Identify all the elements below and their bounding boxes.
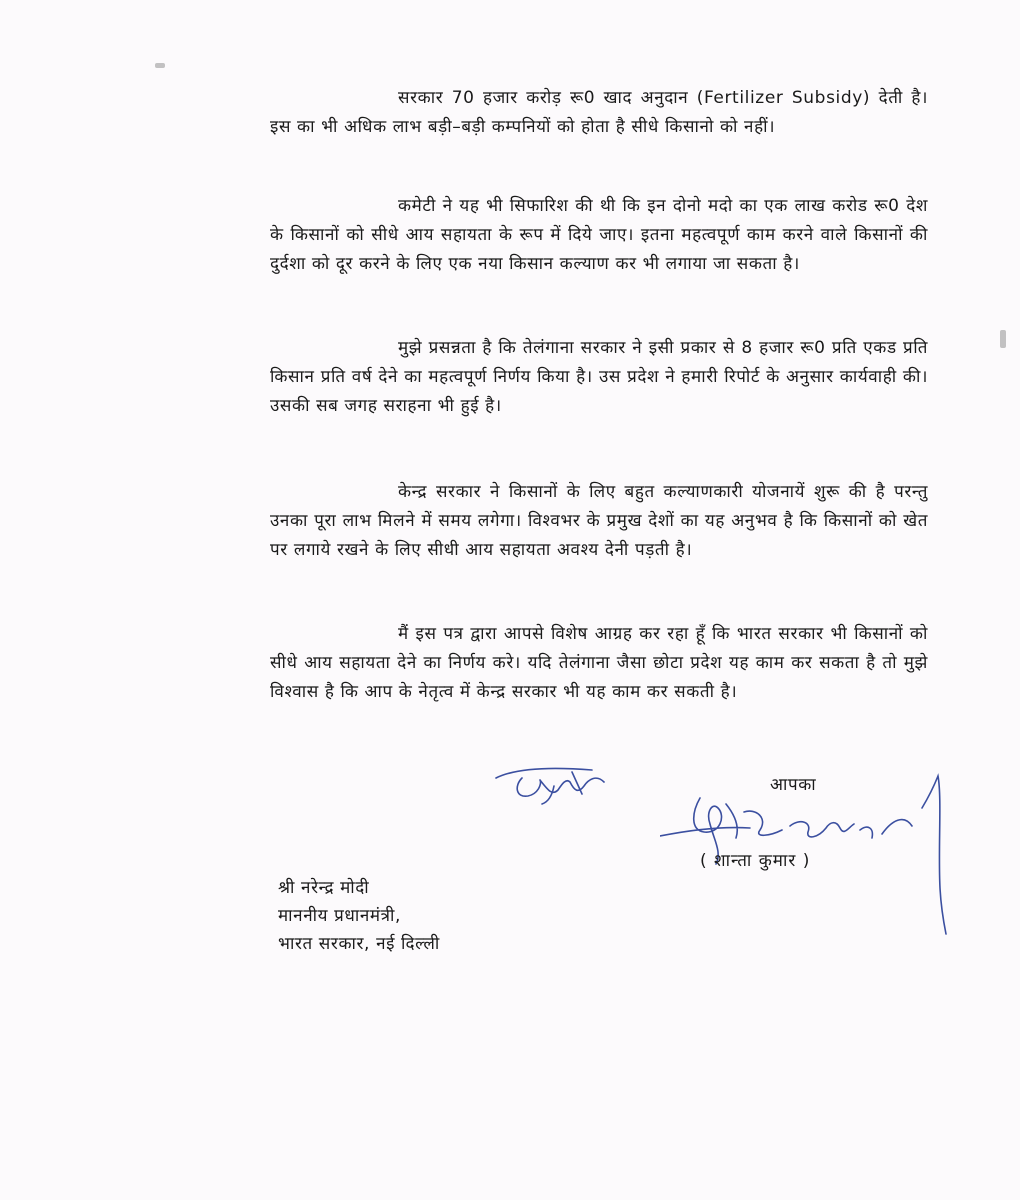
letter-paragraph-5: मैं इस पत्र द्वारा आपसे विशेष आग्रह कर रहा हूँ कि भारत सरकार भी किसानों को सीधे आय सहायता देने का निर्णय करे। यदि तेलंगाना जैसा छोटा प्रदेश यह काम कर सकता है तो मुझे विश्वास है कि आप के नेतृत्व में केन्द्र सरकार भी यह काम कर सकती है। [270,624,928,702]
letter-paragraph-2: कमेटी ने यह भी सिफारिश की थी कि इन दोनो मदो का एक लाख करोड रू0 देश के किसानों को सीधे आय सहायता के रूप में दिये जाए। इतना महत्वपूर्ण काम करने वाले किसानों की दुर्दशा को दूर करने के लिए एक नया किसान कल्याण कर भी लगाया जा सकता है। [270,196,928,274]
signer-name: ( शान्ता कुमार ) [700,851,811,871]
scan-speck [155,63,165,68]
letter-paragraph-1: सरकार 70 हजार करोड़ रू0 खाद अनुदान (Fertilizer Subsidy) देती है। इस का भी अधिक लाभ बड़ी–बड़ी कम्पनियों को होता है सीधे किसानो को नहीं। [270,88,928,137]
handwritten-initials [492,760,622,810]
letter-paragraph-3: मुझे प्रसन्नता है कि तेलंगाना सरकार ने इसी प्रकार से 8 हजार रू0 प्रति एकड प्रति किसान प्रति वर्ष देने का महत्वपूर्ण निर्णय किया है। उस प्रदेश ने हमारी रिपोर्ट के अनुसार कार्यवाही की। उसकी सब जगह सराहना भी हुई है। [270,338,928,416]
scan-speck [1000,330,1006,348]
addressee-block [278,874,440,958]
letter-paragraph-4: केन्द्र सरकार ने किसानों के लिए बहुत कल्याणकारी योजनायें शुरू की है परन्तु उनका पूरा लाभ मिलने में समय लगेगा। विश्वभर के प्रमुख देशों का यह अनुभव है कि किसानों को खेत पर लगाये रखने के लिए सीधी आय सहायता अवश्य देनी पड़ती है। [270,482,928,560]
addressee-office: भारत सरकार, नई दिल्ली [278,934,440,954]
addressee-name: श्री नरेन्द्र मोदी [278,878,370,898]
addressee-designation: माननीय प्रधानमंत्री, [278,906,402,926]
closing-salutation: आपका [770,775,817,795]
